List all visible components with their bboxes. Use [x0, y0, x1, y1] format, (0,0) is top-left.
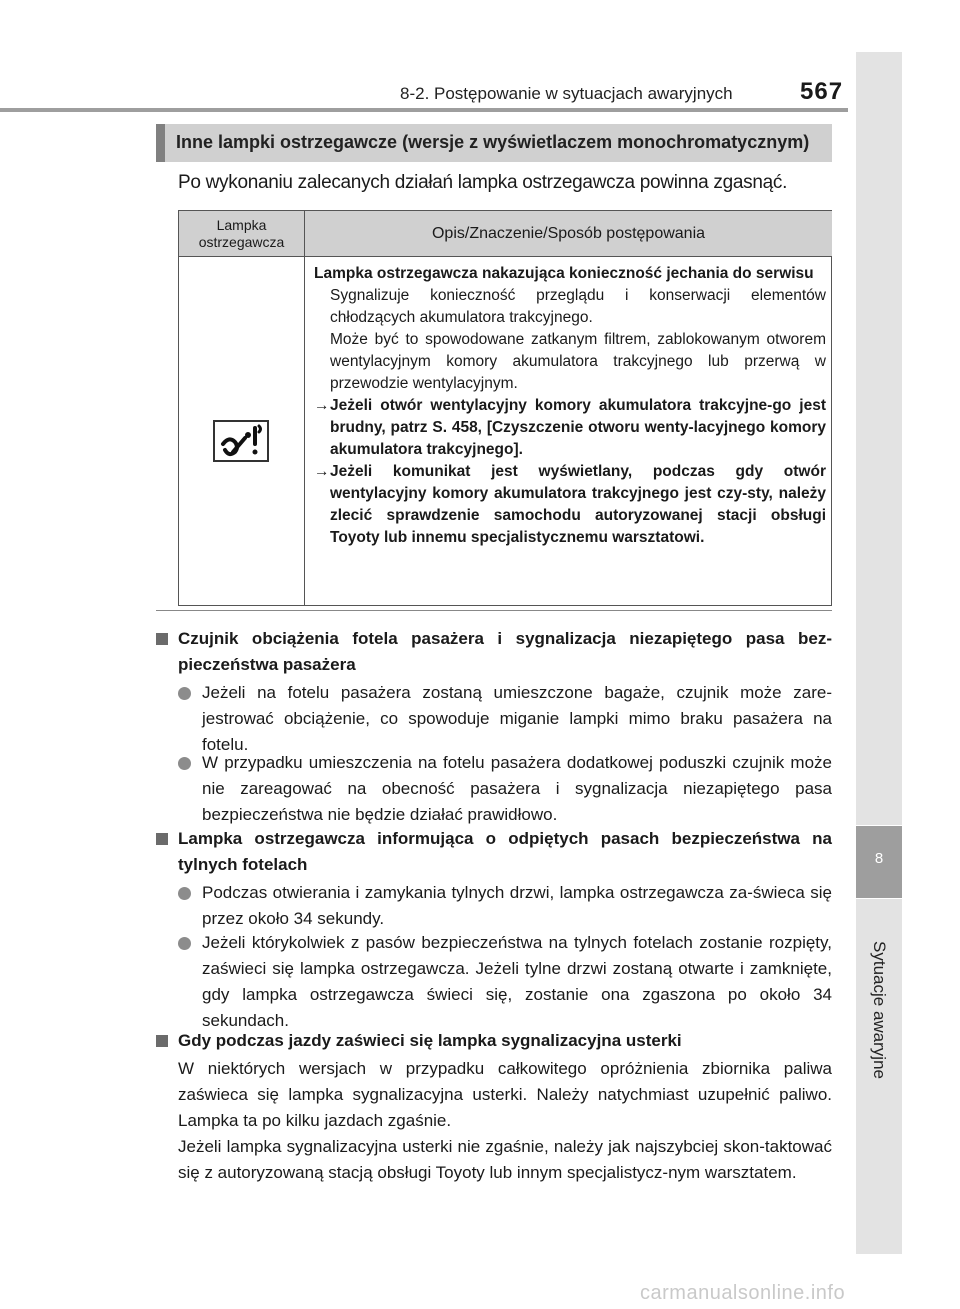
warning-title: Lampka ostrzegawcza nakazująca konieczność jechania do serwisu: [314, 265, 814, 282]
table-header-light: Lampka ostrzegawcza: [179, 211, 305, 257]
running-header-title: 8-2. Postępowanie w sytuacjach awaryjnych: [400, 84, 733, 103]
note-heading-rear-belts: Lampka ostrzegawcza informująca o odpiętych pasach bezpieczeństwa na tylnych fotelach: [156, 826, 832, 878]
warning-action-1: [314, 395, 826, 461]
round-bullet-icon: [178, 757, 191, 770]
section-intro: Po wykonaniu zalecanych działań lampka ostrzegawcza powinna zgasnąć.: [178, 172, 788, 193]
round-bullet-icon: [178, 887, 191, 900]
arrow-icon: →: [314, 397, 330, 414]
note-paragraph: Jeżeli lampka sygnalizacyjna usterki nie zgaśnie, należy jak najszybciej skon-taktować się z autoryzowaną stacją obsługi Toyoty lub innym specjalistycz-nym warsztatem.: [178, 1137, 832, 1182]
table-cell-icon: [179, 257, 305, 605]
section-title-bar: [156, 124, 165, 162]
section-title: Inne lampki ostrzegawcze (wersje z wyświetlaczem monochromatycznym): [176, 132, 810, 152]
warning-light-table: [178, 210, 832, 606]
note-bullet: Jeżeli na fotelu pasażera zostaną umieszczone bagaże, czujnik może zare-jestrować obciążenie, co spowoduje miganie lampki mimo braku pasażera na fotelu.: [178, 680, 832, 758]
warning-action-2-text: Jeżeli komunikat jest wyświetlany, podczas gdy otwór wentylacyjny komory akumulatora trakcyjnego jest czy-sty, należy zlecić sprawdzenie samochodu autoryzowanej stacji obsługi Toyoty lub innemu specjalistycznemu warsztatowi.: [330, 463, 826, 546]
side-tab-chapter-label: Sytuacje awaryjne: [870, 941, 889, 1079]
watermark: carmanualsonline.info: [640, 1282, 846, 1304]
side-tab-top: [856, 52, 902, 825]
note-bullet: Podczas otwierania i zamykania tylnych drzwi, lampka ostrzegawcza za-świeca się przez około 34 sekundy.: [178, 880, 832, 932]
note-heading-passenger-sensor: Czujnik obciążenia fotela pasażera i sygnalizacja niezapiętego pasa bez-pieczeństwa pasażera: [156, 626, 832, 678]
note-paragraph: W niektórych wersjach w przypadku całkowitego opróżnienia zbiornika paliwa zaświeca się lampka sygnalizacyjna usterki. Należy natychmiast uzupełnić paliwo. Lampka ta po kilku jazdach zgaśnie.: [178, 1059, 832, 1130]
arrow-icon: →: [314, 463, 330, 480]
note-heading-malfunction-light: Gdy podczas jazdy zaświeci się lampka sygnalizacyjna usterki: [156, 1028, 832, 1054]
round-bullet-icon: [178, 937, 191, 950]
section-title-box: [156, 124, 832, 162]
side-tab-chapter-number: 8: [874, 850, 884, 867]
warning-desc-2: Może być to spowodowane zatkanym filtrem, zablokowanym otworem wentylacyjnym komory akumulatora trakcyjnego lub przerwą w przewodzie wentylacyjnym.: [330, 331, 826, 392]
table-header-description: Opis/Znaczenie/Sposób postępowania: [305, 211, 832, 257]
table-cell-description: [314, 263, 826, 549]
square-bullet-icon: [156, 633, 168, 645]
note-bullet: Jeżeli którykolwiek z pasów bezpieczeństwa na tylnych fotelach zostanie rozpięty, zaświeci się lampka ostrzegawcza. Jeżeli tylne drzwi zostaną otwarte i zamknięte, gdy lampka ostrzegawcza świeci się, zostanie ona zgaszona po około 34 sekundach.: [178, 930, 832, 1034]
warning-action-1-text: Jeżeli otwór wentylacyjny komory akumulatora trakcyjne-go jest brudny, patrz S. 458, [Czyszczenie otworu wenty-lacyjnego komory akumulatora trakcyjnego].: [330, 397, 826, 458]
square-bullet-icon: [156, 1035, 168, 1047]
header-rule: [0, 108, 848, 112]
warning-action-2: [314, 461, 826, 549]
battery-fan-warning-icon: [213, 420, 269, 462]
note-bullet: W przypadku umieszczenia na fotelu pasażera dodatkowej poduszki czujnik może nie zareagować na obecność pasażera i sygnalizacja niezapiętego pasa bezpieczeństwa nie będzie działać prawidłowo.: [178, 750, 832, 828]
square-bullet-icon: [156, 833, 168, 845]
section-divider: [156, 610, 832, 611]
round-bullet-icon: [178, 687, 191, 700]
page-number: 567: [800, 78, 844, 105]
warning-desc-1: Sygnalizuje konieczność przeglądu i konserwacji elementów chłodzących akumulatora trakcyjnego.: [330, 287, 826, 326]
